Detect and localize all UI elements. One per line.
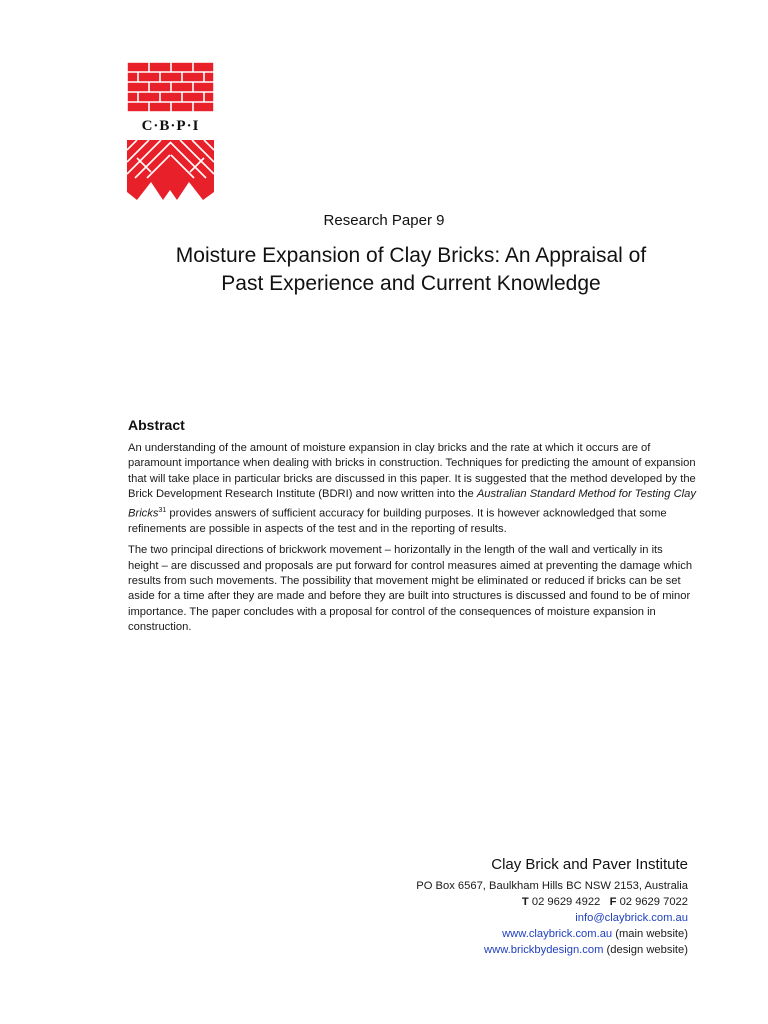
abstract-body [128, 441, 696, 642]
phone-label: T [521, 896, 529, 908]
abstract-heading: Abstract [128, 417, 185, 433]
abstract-paragraph-1 [128, 441, 696, 537]
abstract-p1-text-b: provides answers of sufficient accuracy for building purposes. It is however acknowledged that some refinements are possible in aspects of the test and in the reporting of results. [128, 507, 667, 535]
paper-title [60, 242, 762, 298]
postal-address: PO Box 6567, Baulkham Hills BC NSW 2153, Australia [416, 880, 688, 892]
contact-block [416, 855, 688, 958]
abstract-p1-text-a: An understanding of the amount of moisture expansion in clay bricks and the rate at which it occurs are of paramount importance when dealing with bricks in construction. Techniques for predicting the amount of expansion that will take place in particular bricks are discussed in this paper. It is suggested that the method developed by the Brick Development Research Institute (BDRI) and now written into the [128, 442, 696, 501]
main-website-link[interactable]: www.claybrick.com.au [502, 928, 613, 940]
abstract-paragraph-2: The two principal directions of brickwork movement – horizontally in the length of the wall and vertically in its height – are discussed and proposals are put forward for control measures aimed at preventing the damage which results from such movements. The possibility that movement might be eliminated or reduced if bricks can be set aside for a time after they are made and before they are built into structures is discussed and found to be of minor importance. The paper concludes with a proposal for control of the consequences of moisture expansion in construction. [128, 544, 693, 634]
research-paper-number: Research Paper 9 [323, 212, 445, 229]
fax-number: 02 9629 7022 [619, 896, 688, 908]
citation-number: 31 [158, 506, 167, 514]
main-website-note: (main website) [615, 928, 688, 940]
main-website-line [416, 926, 688, 942]
title-line-1: Moisture Expansion of Clay Bricks: An Appraisal of [175, 244, 647, 267]
logo-text: C·B·P·I [141, 118, 200, 134]
title-line-2: Past Experience and Current Knowledge [221, 272, 601, 295]
standard-reference: Australian Standard Method for Testing Clay Bricks [128, 488, 696, 520]
phone-number: 02 9629 4922 [531, 896, 601, 908]
cbpi-logo [127, 62, 214, 200]
organization-name: Clay Brick and Paver Institute [491, 856, 688, 873]
fax-label: F [609, 896, 617, 908]
phone-fax-line [416, 894, 688, 910]
design-website-line [416, 942, 688, 958]
email-link[interactable]: info@claybrick.com.au [575, 912, 688, 924]
email-line [416, 910, 688, 926]
design-website-note: (design website) [606, 944, 688, 956]
design-website-link[interactable]: www.brickbydesign.com [484, 944, 604, 956]
